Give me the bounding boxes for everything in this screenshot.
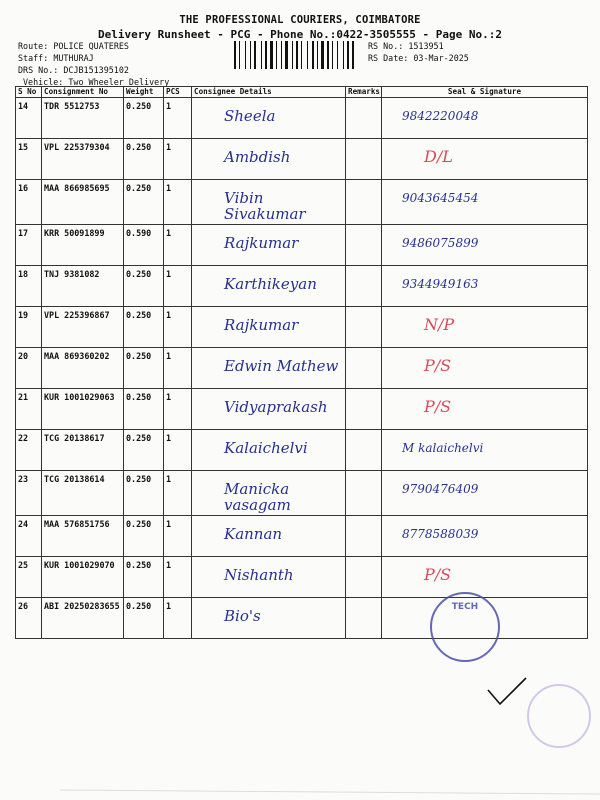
table-row xyxy=(16,557,588,598)
remarks-cell xyxy=(346,598,382,639)
pcs-cell: 1 xyxy=(164,98,192,139)
consignment-cell: TDR 5512753 xyxy=(42,98,124,139)
table-row xyxy=(16,139,588,180)
runsheet-heading: Delivery Runsheet - PCG - Phone No.:0422-3505555 - Page No.:2 xyxy=(98,28,502,41)
remarks-cell xyxy=(346,471,382,516)
remarks-cell xyxy=(346,98,382,139)
weight-cell: 0.250 xyxy=(124,348,164,389)
sno-cell: 17 xyxy=(16,225,42,266)
signature-handwriting: N/P xyxy=(424,315,455,334)
consignee-handwriting: Ambdish xyxy=(224,148,291,166)
checkmark-icon xyxy=(486,676,530,706)
meta-left xyxy=(18,40,169,88)
signature-cell xyxy=(382,348,588,389)
consignee-cell xyxy=(192,348,346,389)
signature-handwriting: 9842220048 xyxy=(402,109,479,123)
pcs-cell: 1 xyxy=(164,180,192,225)
col-signature: Seal & Signature xyxy=(382,87,588,98)
consignee-cell xyxy=(192,98,346,139)
remarks-cell xyxy=(346,430,382,471)
col-sno: S No xyxy=(16,87,42,98)
consignee-cell xyxy=(192,471,346,516)
staff-value: MUTHURAJ xyxy=(53,53,94,63)
signature-handwriting: P/S xyxy=(424,397,452,416)
signature-handwriting: 8778588039 xyxy=(402,527,479,541)
weight-cell: 0.250 xyxy=(124,430,164,471)
consignment-cell: VPL 225396867 xyxy=(42,307,124,348)
meta-right xyxy=(368,40,469,64)
pcs-cell: 1 xyxy=(164,430,192,471)
runsheet-table xyxy=(15,86,588,639)
signature-handwriting: P/S xyxy=(424,565,452,584)
pcs-cell: 1 xyxy=(164,598,192,639)
consignee-cell xyxy=(192,225,346,266)
signature-cell xyxy=(382,389,588,430)
consignee-handwriting: Karthikeyan xyxy=(224,275,317,293)
pcs-cell: 1 xyxy=(164,389,192,430)
table-row xyxy=(16,598,588,639)
consignment-cell: MAA 869360202 xyxy=(42,348,124,389)
weight-cell: 0.250 xyxy=(124,471,164,516)
rs-date-value: 03-Mar-2025 xyxy=(413,53,469,63)
consignment-cell: TCG 20138617 xyxy=(42,430,124,471)
consignee-handwriting: Manicka vasagam xyxy=(224,480,291,514)
consignee-cell xyxy=(192,389,346,430)
sno-cell: 24 xyxy=(16,516,42,557)
signature-handwriting: 9043645454 xyxy=(402,191,479,205)
table-row xyxy=(16,266,588,307)
sno-cell: 14 xyxy=(16,98,42,139)
remarks-cell xyxy=(346,266,382,307)
sno-cell: 16 xyxy=(16,180,42,225)
company-seal xyxy=(430,592,500,662)
signature-cell xyxy=(382,307,588,348)
sno-cell: 23 xyxy=(16,471,42,516)
remarks-cell xyxy=(346,180,382,225)
table-row xyxy=(16,471,588,516)
sno-cell: 19 xyxy=(16,307,42,348)
sno-cell: 18 xyxy=(16,266,42,307)
consignment-cell: TNJ 9381082 xyxy=(42,266,124,307)
remarks-cell xyxy=(346,516,382,557)
consignee-handwriting: Nishanth xyxy=(224,566,294,584)
sno-cell: 21 xyxy=(16,389,42,430)
table-header-row xyxy=(16,87,588,98)
consignee-cell xyxy=(192,180,346,225)
col-pcs: PCS xyxy=(164,87,192,98)
drs-value: DCJB151395102 xyxy=(63,65,129,75)
pcs-cell: 1 xyxy=(164,516,192,557)
table-row xyxy=(16,307,588,348)
pcs-cell: 1 xyxy=(164,471,192,516)
consignment-cell: KUR 1001029070 xyxy=(42,557,124,598)
table-row xyxy=(16,98,588,139)
col-consignment: Consignment No xyxy=(42,87,124,98)
consignee-cell xyxy=(192,598,346,639)
weight-cell: 0.250 xyxy=(124,98,164,139)
table-row xyxy=(16,225,588,266)
pcs-cell: 1 xyxy=(164,307,192,348)
col-consignee: Consignee Details xyxy=(192,87,346,98)
weight-cell: 0.250 xyxy=(124,266,164,307)
pcs-cell: 1 xyxy=(164,348,192,389)
consignment-cell: KUR 1001029063 xyxy=(42,389,124,430)
signature-cell xyxy=(382,225,588,266)
signature-cell xyxy=(382,557,588,598)
signature-cell xyxy=(382,266,588,307)
consignee-handwriting: Rajkumar xyxy=(224,316,299,334)
table-row xyxy=(16,430,588,471)
rs-no-value: 1513951 xyxy=(408,41,444,51)
col-weight: Weight xyxy=(124,87,164,98)
consignment-cell: ABI 20250283655 xyxy=(42,598,124,639)
sno-cell: 15 xyxy=(16,139,42,180)
barcode xyxy=(234,41,362,69)
weight-cell: 0.250 xyxy=(124,139,164,180)
route-label: Route: xyxy=(18,41,49,51)
weight-cell: 0.250 xyxy=(124,180,164,225)
consignment-cell: MAA 866985695 xyxy=(42,180,124,225)
vehicle-label: Vehicle: xyxy=(23,77,64,87)
pcs-cell: 1 xyxy=(164,225,192,266)
drs-label: DRS No.: xyxy=(18,65,59,75)
weight-cell: 0.250 xyxy=(124,557,164,598)
consignee-handwriting: Sheela xyxy=(224,107,276,125)
remarks-cell xyxy=(346,348,382,389)
signature-handwriting: 9486075899 xyxy=(402,236,479,250)
signature-handwriting: D/L xyxy=(424,147,453,166)
rs-date-label: RS Date: xyxy=(368,53,409,63)
consignment-cell: TCG 20138614 xyxy=(42,471,124,516)
remarks-cell xyxy=(346,389,382,430)
signature-handwriting: M kalaichelvi xyxy=(402,441,484,455)
signature-handwriting: P/S xyxy=(424,356,452,375)
consignee-handwriting: Vidyaprakash xyxy=(224,398,328,416)
consignee-cell xyxy=(192,266,346,307)
consignee-cell xyxy=(192,516,346,557)
sno-cell: 20 xyxy=(16,348,42,389)
rs-no-label: RS No.: xyxy=(368,41,404,51)
signature-cell xyxy=(382,471,588,516)
pcs-cell: 1 xyxy=(164,557,192,598)
consignee-cell xyxy=(192,430,346,471)
weight-cell: 0.590 xyxy=(124,225,164,266)
consignee-cell xyxy=(192,139,346,180)
consignee-handwriting: Bio's xyxy=(224,607,261,625)
signature-cell xyxy=(382,180,588,225)
weight-cell: 0.250 xyxy=(124,307,164,348)
sno-cell: 26 xyxy=(16,598,42,639)
seal-text: TECH xyxy=(451,602,479,612)
consignee-handwriting: Kannan xyxy=(224,525,283,543)
weight-cell: 0.250 xyxy=(124,389,164,430)
col-remarks: Remarks xyxy=(346,87,382,98)
table-row xyxy=(16,516,588,557)
route-value: POLICE QUATERES xyxy=(53,41,129,51)
remarks-cell xyxy=(346,225,382,266)
signature-handwriting: 9344949163 xyxy=(402,277,479,291)
weight-cell: 0.250 xyxy=(124,598,164,639)
sno-cell: 22 xyxy=(16,430,42,471)
consignee-cell xyxy=(192,557,346,598)
consignment-cell: VPL 225379304 xyxy=(42,139,124,180)
signature-cell xyxy=(382,430,588,471)
table-row xyxy=(16,348,588,389)
company-title: THE PROFESSIONAL COURIERS, COIMBATORE xyxy=(179,14,421,26)
remarks-cell xyxy=(346,139,382,180)
consignment-cell: MAA 576851756 xyxy=(42,516,124,557)
remarks-cell xyxy=(346,557,382,598)
consignee-handwriting: Kalaichelvi xyxy=(224,439,308,457)
weight-cell: 0.250 xyxy=(124,516,164,557)
pcs-cell: 1 xyxy=(164,266,192,307)
table-row xyxy=(16,389,588,430)
vehicle-value: Two Wheeler Delivery xyxy=(68,77,170,87)
sno-cell: 25 xyxy=(16,557,42,598)
signature-handwriting: 9790476409 xyxy=(402,482,479,496)
signature-cell xyxy=(382,516,588,557)
faint-seal xyxy=(527,684,591,748)
signature-cell xyxy=(382,98,588,139)
consignee-cell xyxy=(192,307,346,348)
remarks-cell xyxy=(346,307,382,348)
pcs-cell: 1 xyxy=(164,139,192,180)
signature-cell xyxy=(382,139,588,180)
consignee-handwriting: Vibin Sivakumar xyxy=(224,189,306,223)
staff-label: Staff: xyxy=(18,53,49,63)
consignee-handwriting: Edwin Mathew xyxy=(224,357,339,375)
consignee-handwriting: Rajkumar xyxy=(224,234,299,252)
consignment-cell: KRR 50091899 xyxy=(42,225,124,266)
page-fold-line xyxy=(0,780,600,800)
table-row xyxy=(16,180,588,225)
